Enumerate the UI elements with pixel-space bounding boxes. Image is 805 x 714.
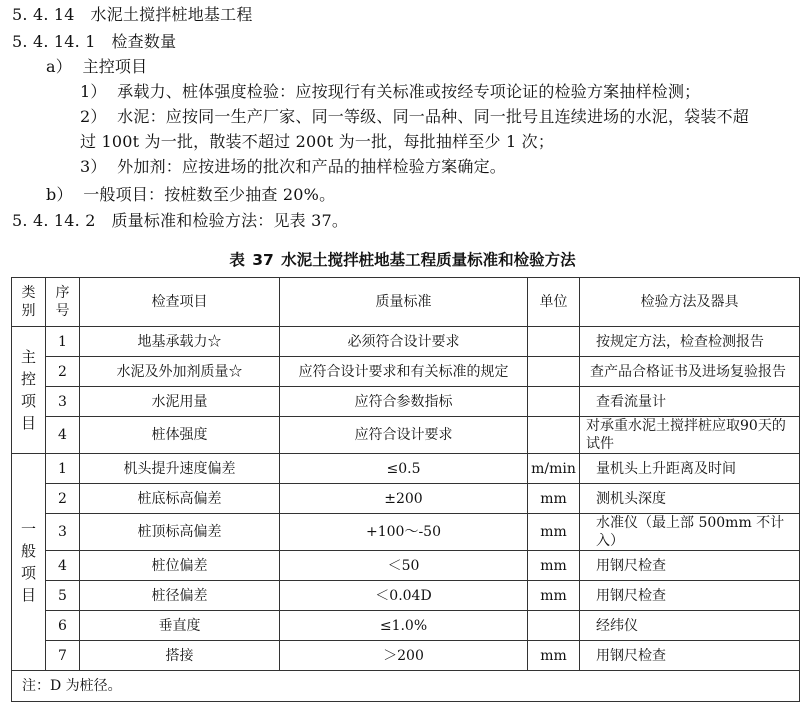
cell-method: 查看流量计 [580,387,800,417]
table-row [12,417,800,454]
cell-item: 水泥及外加剂质量☆ [80,357,280,387]
subsection-standard [12,210,348,232]
table-row [12,484,800,514]
subsection-number: 5. 4. 14. 1 [12,32,96,51]
cell-method: 量机头上升距离及时间 [580,454,800,484]
cell-unit: mm [528,514,580,551]
table-row [12,551,800,581]
item-a-label: a） [46,57,72,76]
cell-item: 桩位偏差 [80,551,280,581]
cell-unit: mm [528,484,580,514]
section-number: 5. 4. 14 [12,5,75,24]
cell-item: 水泥用量 [80,387,280,417]
item-a1-text: 承载力、桩体强度检验：应按现行有关标准或按经专项论证的检验方案抽样检测； [117,82,701,101]
table-note: 注：D 为桩径。 [12,671,800,702]
cell-method: 查产品合格证书及进场复验报告 [580,357,800,387]
table-row [12,514,800,551]
cell-seq: 2 [46,357,80,387]
cell-item: 机头提升速度偏差 [80,454,280,484]
item-a2-text: 水泥：应按同一生产厂家、同一等级、同一品种、同一批号且连续进场的水泥，袋装不超 [117,107,749,126]
cell-standard: 应符合设计要求和有关标准的规定 [280,357,528,387]
cell-item: 垂直度 [80,611,280,641]
table-row [12,581,800,611]
cell-method: 用钢尺检查 [580,641,800,671]
cell-standard: ＜50 [280,551,528,581]
table-row [12,611,800,641]
item-a3 [80,156,506,178]
header-category: 类别 [12,278,46,327]
cell-seq: 5 [46,581,80,611]
item-a1 [80,81,700,103]
cell-item: 地基承载力☆ [80,327,280,357]
cell-seq: 6 [46,611,80,641]
header-standard: 质量标准 [280,278,528,327]
cell-item: 桩顶标高偏差 [80,514,280,551]
cell-standard: ＞200 [280,641,528,671]
cell-standard: ±200 [280,484,528,514]
table-row [12,327,800,357]
header-seq: 序号 [46,278,80,327]
table-row [12,357,800,387]
category-main: 主控项目 [12,327,46,454]
cell-unit: m/min [528,454,580,484]
cell-seq: 4 [46,417,80,454]
cell-seq: 1 [46,327,80,357]
cell-method: 按规定方法，检查检测报告 [580,327,800,357]
item-a2-continued: 过 100t 为一批，散装不超过 200t 为一批，每批抽样至少 1 次； [80,132,555,151]
cell-seq: 3 [46,387,80,417]
table-row [12,387,800,417]
cell-unit [528,357,580,387]
section-heading [12,4,253,26]
cell-method: 经纬仪 [580,611,800,641]
table-row [12,454,800,484]
subsection-quantity [12,31,176,53]
cell-unit [528,387,580,417]
cell-seq: 4 [46,551,80,581]
subsection-title: 质量标准和检验方法：见表 37。 [111,211,349,230]
item-b-text: 一般项目：按桩数至少抽查 20%。 [83,185,336,204]
table-header-row [12,278,800,327]
cell-seq: 1 [46,454,80,484]
cell-standard: 应符合设计要求 [280,417,528,454]
quality-standard-table [11,277,800,702]
subsection-number: 5. 4. 14. 2 [12,211,96,230]
cell-standard: ≤1.0% [280,611,528,641]
item-a2 [80,106,749,128]
cell-standard: 应符合参数指标 [280,387,528,417]
cell-method: 测机头深度 [580,484,800,514]
cell-unit: mm [528,641,580,671]
cell-item: 搭接 [80,641,280,671]
item-b-label: b） [46,185,73,204]
category-general: 一般项目 [12,454,46,671]
header-unit: 单位 [528,278,580,327]
cell-seq: 7 [46,641,80,671]
cell-unit [528,327,580,357]
item-a3-text: 外加剂：应按进场的批次和产品的抽样检验方案确定。 [117,157,506,176]
cell-unit [528,417,580,454]
cell-standard: ＜0.04D [280,581,528,611]
cell-method: 对承重水泥土搅拌桩应取90天的试件 [580,417,800,454]
subsection-title: 检查数量 [111,32,177,51]
cell-method: 水准仪（最上部 500mm 不计入） [580,514,800,551]
cell-standard: +100～-50 [280,514,528,551]
cell-unit: mm [528,581,580,611]
header-item: 检查项目 [80,278,280,327]
item-a3-label: 3） [80,157,107,176]
table-note-row [12,671,800,702]
item-b [46,184,335,206]
cell-item: 桩体强度 [80,417,280,454]
cell-unit [528,611,580,641]
item-a1-label: 1） [80,82,107,101]
header-method: 检验方法及器具 [580,278,800,327]
cell-method: 用钢尺检查 [580,551,800,581]
section-title: 水泥土搅拌桩地基工程 [90,5,253,24]
cell-seq: 2 [46,484,80,514]
cell-method: 用钢尺检查 [580,581,800,611]
cell-item: 桩底标高偏差 [80,484,280,514]
cell-seq: 3 [46,514,80,551]
cell-unit: mm [528,551,580,581]
table-row [12,641,800,671]
cell-standard: 必须符合设计要求 [280,327,528,357]
cell-item: 桩径偏差 [80,581,280,611]
item-a-text: 主控项目 [82,57,148,76]
table-caption: 表 37 水泥土搅拌桩地基工程质量标准和检验方法 [229,251,576,269]
item-a2-label: 2） [80,107,107,126]
item-a [46,56,147,78]
cell-standard: ≤0.5 [280,454,528,484]
